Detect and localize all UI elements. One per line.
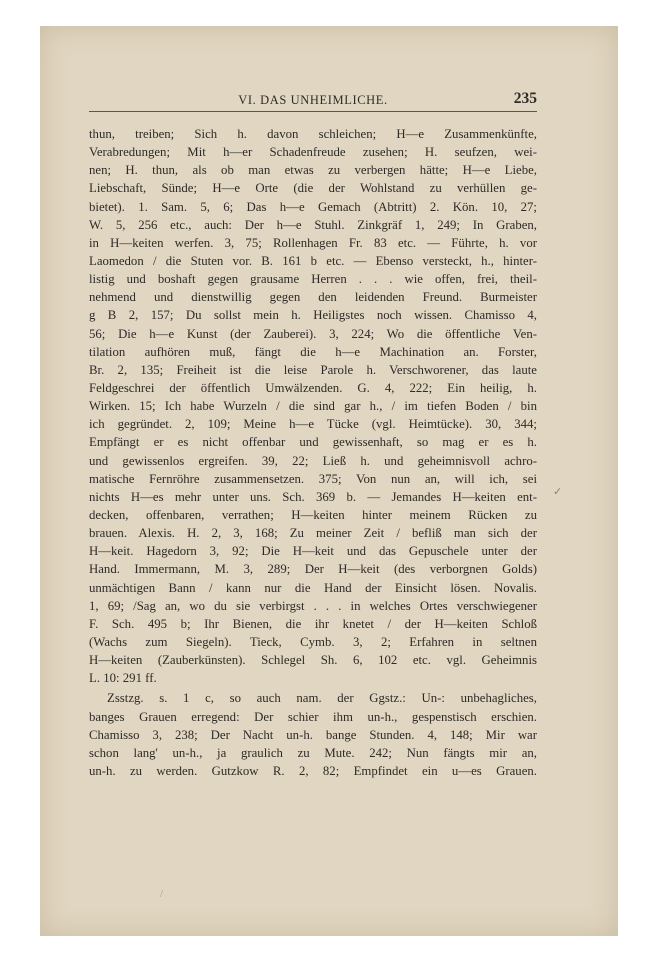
text-line: Empfängt er es nicht offenbar und gewissenhaft, so mag er es h. [89, 435, 537, 450]
text-line: banges Grauen erregend: Der schier ihm un-h., gespenstisch erschien. [89, 709, 537, 724]
text-line: Chamisso 3, 238; Der Nacht un-h. bange Stunden. 4, 148; Mir war [89, 727, 537, 742]
margin-stroke-mark: / [160, 888, 164, 900]
text-line: listig und boshaft gegen grausame Herren . . . wie offen, frei, theil- [89, 272, 537, 287]
text-line: W. 5, 256 etc., auch: Der h—e Stuhl. Zinkgräf 1, 249; In Graben, [89, 217, 537, 232]
text-line: tilation aufhören muß, fängt die h—e Machination an. Forster, [89, 344, 537, 359]
header-rule [89, 111, 537, 112]
paragraph-2 [89, 689, 537, 780]
text-line: unmächtigen Bann / kann nur die Hand der Einsicht lösen. Novalis. [89, 580, 537, 595]
text-line: Br. 2, 135; Freiheit ist die leise Parole h. Verschworener, das laute [89, 362, 537, 377]
text-line: F. Sch. 495 b; Ihr Bienen, die ihr knetet / der H—keiten Schloß [89, 616, 537, 631]
text-line: Wirken. 15; Ich habe Wurzeln / die sind gar h., / im tiefen Boden / bin [89, 399, 537, 414]
margin-check-mark: ✓ [553, 486, 563, 498]
text-line: (Wachs zum Siegeln). Tieck, Cymb. 3, 2; Erfahren in seltnen [89, 634, 537, 649]
text-line: nichts H—es mehr unter uns. Sch. 369 b. — Jemandes H—keiten ent- [89, 489, 537, 504]
text-line: g B 2, 157; Du sollst mein h. Heiligstes noch wissen. Chamisso 4, [89, 308, 537, 323]
text-line: schon lang' un-h., ja graulich zu Mute. 242; Nun fängts mir an, [89, 745, 537, 760]
text-line: ich gegründet. 2, 109; Meine h—e Tücke (vgl. Heimtücke). 30, 344; [89, 417, 537, 432]
text-line: un-h. zu werden. Gutzkow R. 2, 82; Empfindet ein u—es Grauen. [89, 763, 537, 778]
text-line: brauen. Alexis. H. 2, 3, 168; Zu meiner Zeit / befliß man sich der [89, 526, 537, 541]
text-line: L. 10: 291 ff. [89, 671, 157, 686]
page-number: 235 [513, 90, 537, 107]
text-line: H—keit. Hagedorn 3, 92; Die H—keit und das Gepuschele unter der [89, 544, 537, 559]
body-text [89, 125, 537, 780]
text-line: Zsstzg. s. 1 c, so auch nam. der Ggstz.: Un-: unbehagliches, [107, 691, 537, 706]
text-line: Feldgeschrei der öffentlich Umwälzenden. G. 4, 222; Ein heilig, h. [89, 380, 537, 395]
text-line: in H—keiten werfen. 3, 75; Rollenhagen Fr. 83 etc. — Führte, h. vor [89, 235, 537, 250]
text-line: Laomedon / die Stuten vor. B. 161 b etc. — Ebenso versteckt, h., hinter- [89, 253, 537, 268]
text-line: Liebschaft, Sünde; H—e Orte (die der Wohlstand zu verhüllen ge- [89, 181, 537, 196]
page-header [89, 92, 537, 114]
text-line: Verabredungen; Mit h—er Schadenfreude zusehen; H. seufzen, wei- [89, 145, 537, 160]
text-line: matische Fernröhre zusammensetzen. 375; Von nun an, will ich, sei [89, 471, 537, 486]
paragraph-1 [89, 125, 537, 687]
running-title: VI. DAS UNHEIMLICHE. [238, 93, 388, 107]
text-line: 56; Die h—e Kunst (der Zauberei). 3, 224; Wo die öffentliche Ven- [89, 326, 537, 341]
text-line: H—keiten (Zauberkünsten). Schlegel Sh. 6, 102 etc. vgl. Geheimnis [89, 653, 537, 668]
text-line: nehmend und dienstwillig gegen den leidenden Freund. Burmeister [89, 290, 537, 305]
text-line: und gewissenlos ergreifen. 39, 22; Ließ h. und geheimnisvoll achro- [89, 453, 537, 468]
text-line: nen; H. thun, als ob man etwas zu verbergen hätte; H—e Liebe, [89, 163, 537, 178]
text-line: thun, treiben; Sich h. davon schleichen; H—e Zusammenkünfte, [89, 127, 537, 141]
text-line: Hand. Immermann, M. 3, 289; Der H—keit (des verborgnen Golds) [89, 562, 537, 577]
text-line: bietet). 1. Sam. 5, 6; Das h—e Gemach (Abtritt) 2. Kön. 10, 27; [89, 199, 537, 214]
text-line: decken, offenbaren, verrathen; H—keiten hinter meinem Rücken zu [89, 507, 537, 522]
text-line: 1, 69; /Sag an, wo du sie verbirgst . . . in welches Ortes verschwiegener [89, 598, 537, 613]
